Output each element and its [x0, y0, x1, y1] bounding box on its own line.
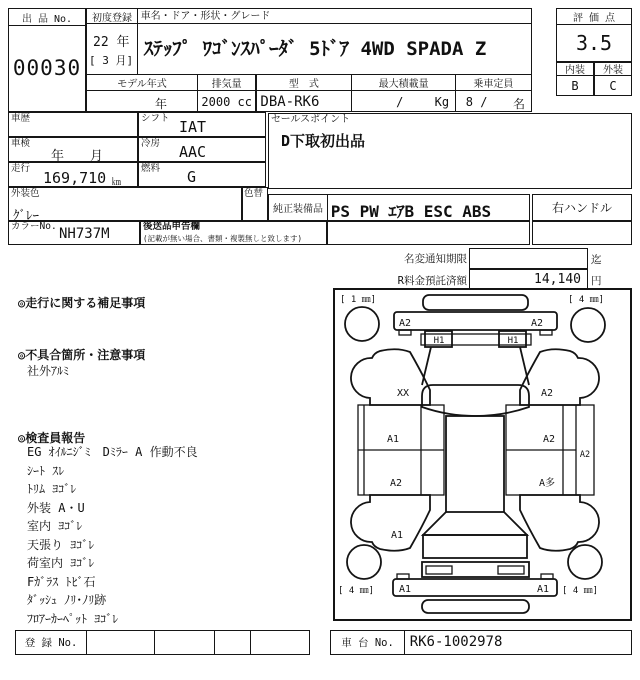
steering-empty-cell [532, 220, 632, 245]
color-no-value: NH737M [59, 226, 110, 243]
lot-label: 出 品 No. [9, 9, 85, 26]
max-load-unit: Kg [434, 94, 450, 109]
vehicle-name-label: 車名・ドア・形状・グレード [137, 8, 532, 24]
tire-rear-left-label: [ 4 ㎜] [338, 586, 375, 596]
recycle-fee-unit: 円 [591, 275, 602, 287]
damage-diagram-box [333, 288, 632, 621]
model-code-value: DBA-RK6 [255, 90, 352, 112]
lot-box [8, 8, 86, 112]
sales-point-value: D下取初出品 [281, 131, 366, 150]
tail-light-right [498, 566, 524, 574]
inspector-item: 外装 A・U [27, 500, 85, 515]
mark-side-right-edge: A2 [579, 450, 591, 460]
rename-deadline-label: 名変通知期限 [404, 253, 467, 265]
tire-front-left [345, 307, 379, 341]
capacity-label: 乗車定員 [455, 74, 532, 91]
model-year-label: モデル年式 [86, 74, 198, 91]
tire-rear-right [568, 545, 602, 579]
mark-front-fender-left: XX [396, 388, 410, 399]
history-label: 車歴 [11, 112, 31, 124]
score-label: 評 価 点 [556, 8, 632, 25]
fuel-label: 燃料 [141, 162, 161, 174]
running-remarks-title: ◎走行に関する補足事項 [18, 296, 146, 310]
mark-side-left-front: A1 [386, 434, 400, 445]
oem-equip-empty-cell [327, 220, 530, 245]
recycle-fee-box: 14,140 [469, 269, 588, 290]
exterior-grade: C [594, 75, 632, 96]
color-no-cell [8, 220, 140, 245]
ac-value: AAC [179, 142, 207, 161]
mark-front-bumper-left: A2 [398, 318, 412, 329]
inspection-value: 年 月 [51, 148, 104, 164]
ac-label: 冷房 [141, 137, 161, 149]
fuel-value: G [187, 167, 197, 186]
rear-bumper-bar [393, 579, 557, 596]
hood-panel [422, 385, 529, 416]
rename-deadline-suffix: 迄 [591, 254, 602, 266]
defect-item: 社外ｱﾙﾐ [27, 364, 70, 378]
mark-front-bumper-right: A2 [530, 318, 544, 329]
capacity-unit: 名 [512, 96, 525, 111]
tail-light-left [426, 566, 452, 574]
interior-label: 内装 [556, 61, 594, 76]
inspector-item: 荷室内 ﾖｺﾞﾚ [27, 556, 95, 570]
windshield-line-left [422, 347, 431, 385]
registration-cell-4 [250, 630, 310, 655]
inspector-item: 天張り ﾖｺﾞﾚ [27, 537, 95, 552]
color-change-cell [242, 187, 268, 222]
tire-front-right-label: [ 4 ㎜] [568, 295, 605, 305]
sales-point-label: セールスポイント [271, 113, 351, 125]
recycle-fee-label: R料金預託済額 [397, 274, 467, 287]
model-code-label: 型 式 [255, 74, 352, 91]
displacement-value: 2000 cc [197, 90, 257, 112]
inspector-report-title: ◎検査員報告 [18, 431, 86, 445]
mark-rear-bumper-left: A1 [398, 584, 412, 595]
front-bumper-top [423, 295, 528, 310]
inspector-item: ﾀﾞｯｼｭ ﾉﾘ･ﾉﾘ跡 [27, 593, 107, 607]
rename-deadline-box [469, 248, 588, 269]
registration-cell-1 [86, 630, 155, 655]
car-unfolded-diagram [335, 290, 630, 619]
late-items-label: 後送品申告欄 [143, 221, 201, 233]
mileage-label: 走行 [11, 162, 31, 174]
mark-front-fender-right: A2 [540, 388, 554, 399]
inspector-item: EG ｵｲﾙﾆｼﾞﾐ Dﾐﾗｰ A 作動不良 [27, 445, 198, 459]
tire-rear-left [347, 545, 381, 579]
mileage-unit: ㎞ [112, 177, 122, 188]
front-fender-left [351, 349, 430, 405]
exterior-color-label: 外装色 [11, 187, 40, 199]
color-change-label: 色替 [244, 187, 264, 199]
rear-gate-panel [423, 535, 527, 558]
chassis-no-label: 車 台 No. [330, 630, 405, 655]
exterior-color-value: ｸﾞﾚｰ [13, 208, 39, 224]
oem-equip-value: PS PW ｴｱB ESC ABS [327, 194, 530, 222]
registration-cell-2 [154, 630, 215, 655]
registration-cell-3 [214, 630, 251, 655]
exterior-label: 外装 [594, 61, 632, 76]
score-value: 3.5 [556, 24, 632, 63]
inspector-item: ﾄﾘﾑ ﾖｺﾞﾚ [27, 482, 77, 496]
mark-headlight-right: H1 [507, 336, 519, 346]
rear-bumper-bottom [422, 600, 529, 613]
late-items-cell [140, 220, 327, 245]
chassis-no-value: RK6-1002978 [404, 630, 632, 655]
first-reg-month: [ 3 月] [89, 53, 134, 67]
max-load-value [351, 90, 456, 112]
mark-side-right-rear: A多 [538, 478, 556, 489]
shift-value: IAT [179, 117, 207, 136]
rear-window-flare [423, 512, 527, 535]
tire-front-left-label: [ 1 ㎜] [340, 295, 377, 305]
shift-label: シフト [141, 112, 170, 124]
inspector-item: 室内 ﾖｺﾞﾚ [27, 519, 83, 533]
roof-panel [446, 416, 504, 512]
inspection-label: 車検 [11, 137, 31, 149]
model-year-value: 年 [86, 90, 198, 112]
registration-no-label: 登 録 No. [15, 630, 87, 655]
steering-position: 右ハンドル [532, 194, 632, 222]
fuel-cell [138, 162, 266, 187]
capacity-value [455, 90, 532, 112]
mark-side-left-rear: A2 [389, 478, 403, 489]
tail-light-bar [422, 562, 529, 577]
ac-cell [138, 137, 266, 162]
color-no-label: カラーNo. [11, 221, 57, 233]
exterior-color-cell [8, 187, 242, 222]
mark-side-right-front: A2 [542, 434, 556, 445]
mark-headlight-left: H1 [433, 336, 445, 346]
mark-rear-fender-left: A1 [390, 530, 404, 541]
vehicle-name: ｽﾃｯﾌﾟ ﾜｺﾞﾝｽﾊﾟｰﾀﾞ 5ﾄﾞｱ 4WD SPADA Z [137, 23, 532, 76]
interior-grade: B [556, 75, 594, 96]
history-cell [8, 112, 138, 137]
inspector-item: Fｶﾞﾗｽ ﾄﾋﾞ石 [27, 574, 96, 589]
inspector-item: ｼｰﾄ ｽﾚ [27, 463, 65, 478]
rear-fender-left [351, 495, 430, 551]
tire-front-right [571, 308, 605, 342]
capacity-number: 8 / [465, 94, 488, 109]
first-registration-value [86, 23, 138, 76]
lot-number: 00030 [12, 56, 82, 80]
first-registration-label: 初度登録 [86, 8, 138, 24]
max-load-label: 最大積載量 [351, 74, 456, 91]
max-load-slash: / [396, 94, 404, 109]
rear-fender-right [520, 495, 599, 551]
mileage-value: 169,710 [43, 168, 107, 187]
late-items-note: (記載が無い場合、書類・複製無しと致します) [143, 234, 303, 244]
mileage-cell [8, 162, 138, 187]
inspector-item: ﾌﾛｱｰｶｰﾍﾟｯﾄ ﾖｺﾞﾚ [27, 611, 119, 626]
sales-point-box [268, 113, 632, 189]
inspector-report-list [27, 443, 198, 628]
displacement-label: 排気量 [197, 74, 257, 91]
mark-rear-bumper-right: A1 [536, 584, 550, 595]
first-reg-year: 22 年 [93, 34, 130, 50]
oem-equip-label: 純正装備品 [268, 194, 328, 222]
front-fender-right [520, 349, 599, 405]
shift-cell [138, 112, 266, 137]
inspection-cell [8, 137, 138, 162]
tire-rear-right-label: [ 4 ㎜] [562, 586, 599, 596]
defects-title: ◎不具合箇所・注意事項 [18, 348, 146, 362]
